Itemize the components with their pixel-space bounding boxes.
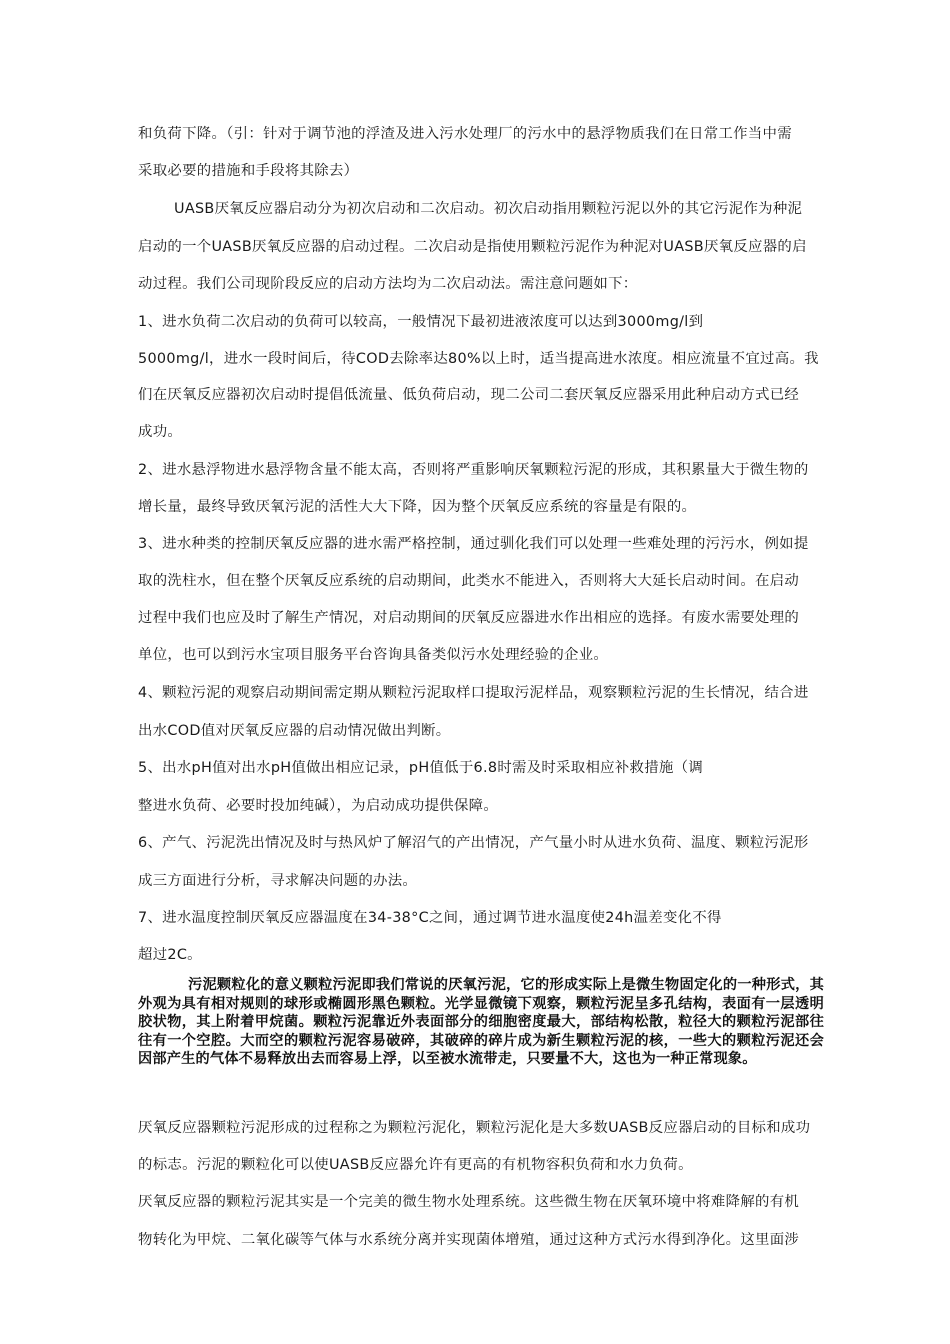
text-line: 5000mg/l，进水一段时间后，待COD去除率达80%以上时，适当提高进水浓度。相应流量不宜过高。我 [138, 351, 819, 367]
text-line: UASB厌氧反应器启动分为初次启动和二次启动。初次启动指用颗粒污泥以外的其它污泥作为种泥 [174, 201, 803, 217]
text-line: 1、进水负荷二次启动的负荷可以较高，一般情况下最初进液浓度可以达到3000mg/l到 [138, 314, 704, 330]
text-line: 成三方面进行分析，寻求解决问题的办法。 [138, 873, 418, 889]
text-line: 厌氧反应器颗粒污泥形成的过程称之为颗粒污泥化，颗粒污泥化是大多数UASB反应器启动的目标和成功 [138, 1120, 811, 1136]
text-line: 出水COD值对厌氧反应器的启动情况做出判断。 [138, 723, 451, 739]
text-line: 增长量，最终导致厌氧污泥的活性大大下降，因为整个厌氧反应系统的容量是有限的。 [138, 499, 697, 515]
text-line: 过程中我们也应及时了解生产情况，对启动期间的厌氧反应器进水作出相应的选择。有废水需要处理的 [138, 610, 800, 626]
text-line: 整进水负荷、必要时投加纯碱），为启动成功提供保障。 [138, 798, 499, 814]
text-line: 厌氧反应器的颗粒污泥其实是一个完美的微生物水处理系统。这些微生物在厌氧环境中将难降解的有机 [138, 1194, 800, 1210]
text-line: 6、产气、污泥洗出情况及时与热风炉了解沼气的产出情况，产气量小时从进水负荷、温度、颗粒污泥形 [138, 835, 809, 851]
text-line: 成功。 [138, 424, 183, 440]
text-line: 动过程。我们公司现阶段反应的启动方法均为二次启动法。需注意问题如下： [138, 276, 638, 292]
dense-paragraph [138, 976, 824, 1069]
text-line: 启动的一个UASB厌氧反应器的启动过程。二次启动是指使用颗粒污泥作为种泥对UASB厌氧反应器的启 [138, 239, 807, 255]
text-line: 超过2C。 [138, 947, 202, 963]
text-line: 们在厌氧反应器初次启动时提倡低流量、低负荷启动，现二公司二套厌氧反应器采用此种启动方式已经 [138, 387, 800, 403]
text-line: 取的洗柱水，但在整个厌氧反应系统的启动期间，此类水不能进入，否则将大大延长启动时间。在启动 [138, 573, 800, 589]
text-line: 4、颗粒污泥的观察启动期间需定期从颗粒污泥取样口提取污泥样品，观察颗粒污泥的生长情况，结合进 [138, 685, 809, 701]
text-line: 2、进水悬浮物进水悬浮物含量不能太高，否则将严重影响厌氧颗粒污泥的形成，其积累量大于微生物的 [138, 462, 809, 478]
text-line: 5、出水pH值对出水pH值做出相应记录，pH值低于6.8时需及时采取相应补救措施（调 [138, 760, 704, 776]
text-line: 和负荷下降。（引：针对于调节池的浮渣及进入污水处理厂的污水中的悬浮物质我们在日常工作当中需 [138, 126, 792, 142]
text-line: 物转化为甲烷、二氧化碳等气体与水系统分离并实现菌体增殖，通过这种方式污水得到净化。这里面涉 [138, 1232, 800, 1248]
text-line: 采取必要的措施和手段将其除去） [138, 163, 359, 179]
text-line: 单位，也可以到污水宝项目服务平台咨询具备类似污水处理经验的企业。 [138, 647, 609, 663]
text-line: 3、进水种类的控制厌氧反应器的进水需严格控制，通过驯化我们可以处理一些难处理的污污水，例如提 [138, 536, 809, 552]
paragraph-text: 污泥颗粒化的意义颗粒污泥即我们常说的厌氧污泥，它的形成实际上是微生物固定化的一种形式，其外观为具有相对规则的球形或椭圆形黑色颗粒。光学显微镜下观察，颗粒污泥呈多孔结构，表面有一层透明胶状物，其上附着甲烷菌。颗粒污泥靠近外表面部分的细胞密度最大，部结构松散，粒径大的颗粒污泥部往往有一个空腔。大而空的颗粒污泥容易破碎，其破碎的碎片成为新生颗粒污泥的核，一些大的颗粒污泥还会因部产生的气体不易释放出去而容易上浮，以至被水流带走，只要量不大，这也为一种正常现象。 [138, 977, 824, 1067]
text-line: 的标志。污泥的颗粒化可以使UASB反应器允许有更高的有机物容积负荷和水力负荷。 [138, 1157, 693, 1173]
text-line: 7、进水温度控制厌氧反应器温度在34-38°C之间，通过调节进水温度使24h温差变化不得 [138, 910, 722, 926]
